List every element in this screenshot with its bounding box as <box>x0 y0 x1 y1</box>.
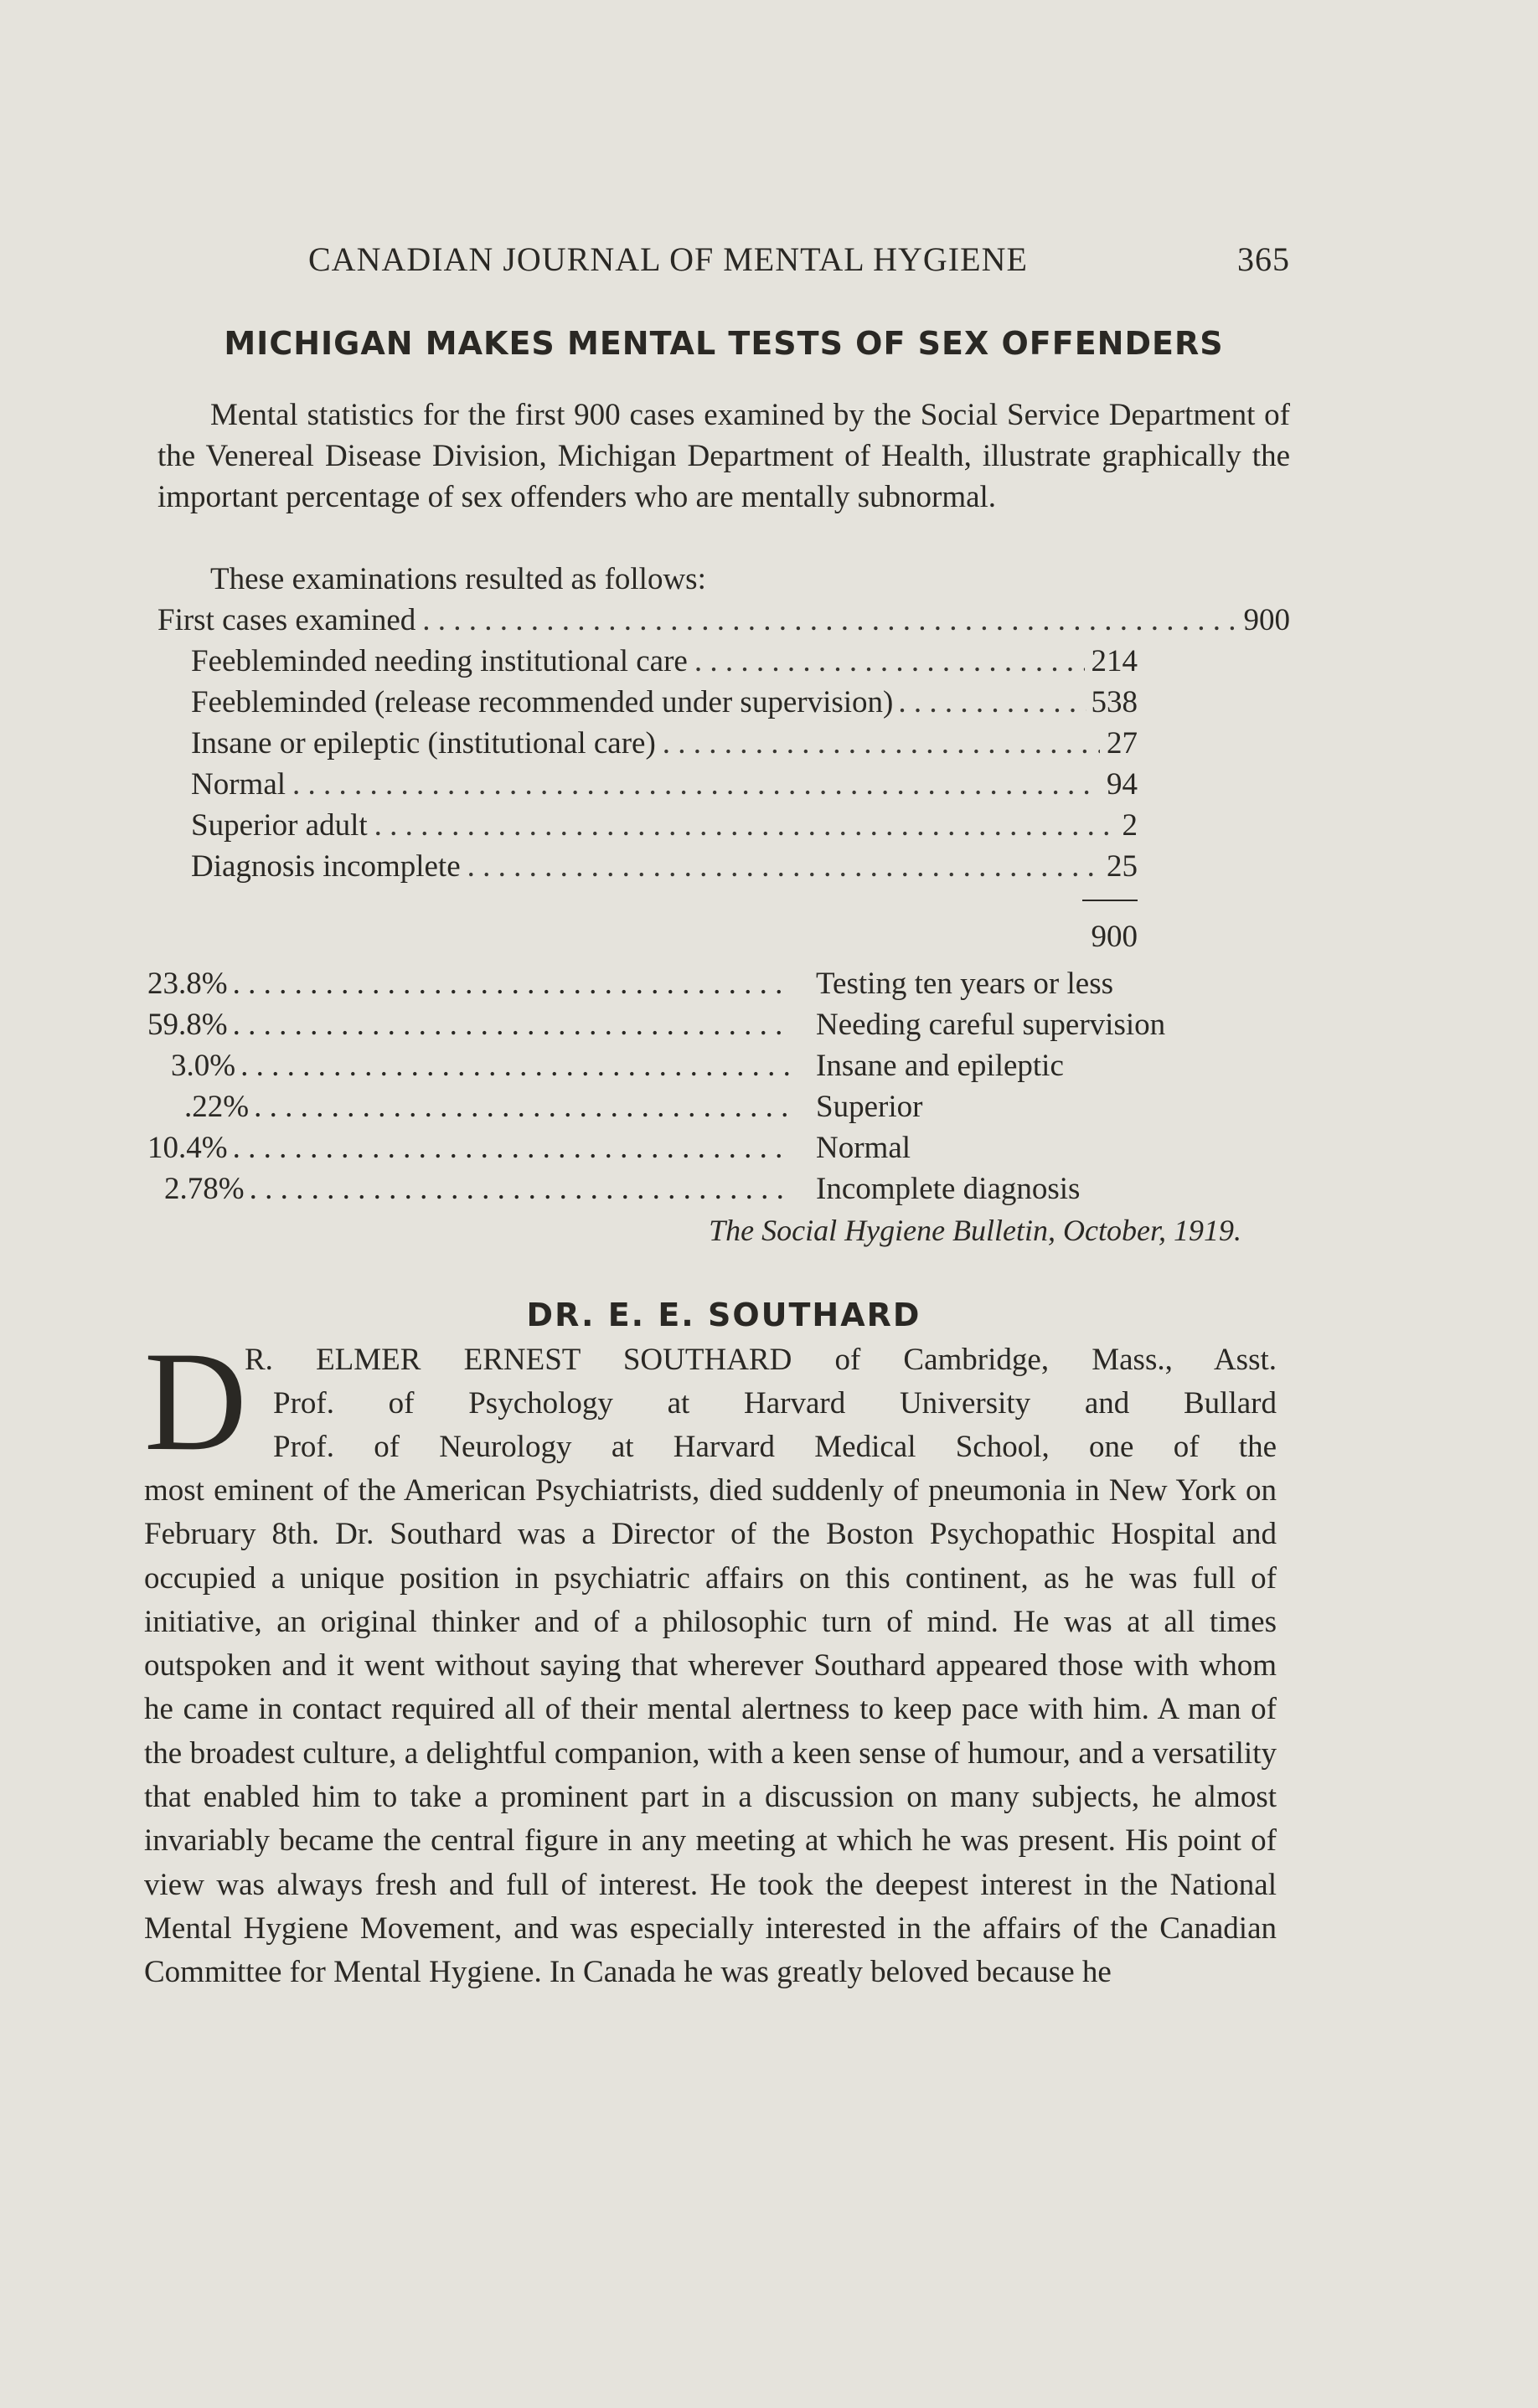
result-label: Superior adult <box>191 808 368 843</box>
first-cases-value: 900 <box>1243 603 1290 637</box>
percentage-row <box>147 1086 1236 1127</box>
result-row <box>191 846 1138 887</box>
result-row <box>191 723 1138 764</box>
dot-leader <box>240 1045 792 1086</box>
percentage-value: .22% <box>184 1090 250 1124</box>
result-value: 27 <box>1107 726 1138 761</box>
drop-cap: D <box>144 1323 247 1480</box>
source-citation: The Social Hygiene Bulletin, October, 1919. <box>709 1214 1241 1247</box>
journal-title: CANADIAN JOURNAL OF MENTAL HYGIENE <box>308 240 1028 278</box>
percentage-row <box>147 1127 1236 1168</box>
percentage-label: Testing ten years or less <box>816 967 1113 1001</box>
result-row <box>191 682 1138 723</box>
percentage-label: Insane and epileptic <box>816 1049 1064 1083</box>
percentage-label: Incomplete diagnosis <box>816 1172 1081 1206</box>
dot-leader <box>467 846 1100 887</box>
dot-leader <box>292 764 1100 805</box>
result-label: Insane or epileptic (institutional care) <box>191 726 656 761</box>
result-value: 2 <box>1122 808 1138 843</box>
sum-rule <box>1082 900 1138 901</box>
result-label: Feebleminded needing institutional care <box>191 644 688 678</box>
first-cases-row <box>157 600 1290 641</box>
result-row <box>191 805 1138 846</box>
dot-leader <box>254 1086 792 1127</box>
percentage-row <box>147 1004 1236 1045</box>
result-label: Feebleminded (release recommended under supervision) <box>191 685 894 719</box>
dot-leader <box>233 963 792 1004</box>
dot-leader <box>233 1127 792 1168</box>
result-value: 25 <box>1107 849 1138 884</box>
article-title: MICHIGAN MAKES MENTAL TESTS OF SEX OFFENDERS <box>224 325 1224 362</box>
percentage-label: Superior <box>816 1090 923 1124</box>
percentage-value: 59.8% <box>147 1008 228 1042</box>
percentage-value: 10.4% <box>147 1131 228 1165</box>
percentage-label: Needing careful supervision <box>816 1008 1166 1042</box>
page-number: 365 <box>1237 240 1290 278</box>
percentage-value: 3.0% <box>171 1049 236 1083</box>
percentage-cell <box>171 1045 792 1086</box>
result-value: 214 <box>1091 644 1138 678</box>
obituary-body: most eminent of the American Psychiatrists, died suddenly of pneumonia in New York on February 8th. Dr. Southard was a Director of the Boston Psychopathic Hospital and occupied a unique position in psychiatric affairs on this continent, as he was full of initiative, an original thinker and of a philosophic turn of mind. He was at all times outspoken and it went without saying that wherever Southard appeared those with whom he came in contact required all of their mental alertness to keep pace with him. A man of the broadest culture, a delightful companion, with a keen sense of humour, and a versatility that enabled him to take a prominent part in a discussion on many subjects, he almost invariably became the central figure in any meeting at which he was present. His point of view was always fresh and full of interest. He took the deepest interest in the National Mental Hygiene Movement, and was especially interested in the affairs of the Canadian Committee for Mental Hygiene. In Canada he was greatly beloved because he <box>144 1473 1277 1990</box>
dot-leader <box>250 1168 792 1209</box>
obituary-title: DR. E. E. SOUTHARD <box>526 1297 921 1333</box>
result-value: 94 <box>1107 767 1138 802</box>
percentage-row <box>147 1168 1236 1209</box>
percentage-cell <box>147 1004 792 1045</box>
results-total: 900 <box>1091 920 1138 954</box>
result-row <box>191 764 1138 805</box>
percentage-row <box>147 963 1236 1004</box>
result-row <box>191 641 1138 682</box>
result-label: Normal <box>191 767 286 802</box>
obituary-line: Prof. of Psychology at Harvard University and Bullard <box>273 1386 1277 1421</box>
first-cases-label: First cases examined <box>157 603 416 637</box>
result-value: 538 <box>1091 685 1138 719</box>
dot-leader <box>422 600 1236 641</box>
percentage-row <box>147 1045 1236 1086</box>
dot-leader <box>374 805 1116 846</box>
percentage-value: 2.78% <box>164 1172 245 1206</box>
percentage-cell <box>147 963 792 1004</box>
result-label: Diagnosis incomplete <box>191 849 461 884</box>
percentage-cell <box>164 1168 792 1209</box>
obituary-line: Prof. of Neurology at Harvard Medical School, one of the <box>273 1430 1277 1464</box>
percentage-cell <box>184 1086 792 1127</box>
obituary-line: R. ELMER ERNEST SOUTHARD of Cambridge, Mass., Asst. <box>245 1343 1277 1377</box>
article-lead: These examinations resulted as follows: <box>210 562 706 596</box>
dot-leader <box>898 682 1086 723</box>
percentage-value: 23.8% <box>147 967 228 1001</box>
dot-leader <box>694 641 1085 682</box>
dot-leader <box>233 1004 792 1045</box>
percentage-label: Normal <box>816 1131 911 1165</box>
article-intro: Mental statistics for the first 900 cases examined by the Social Service Department of the Venereal Disease Division, Michigan Department of Health, illustrate graphically the important percentage of sex offenders who are mentally subnormal. <box>157 398 1290 514</box>
percentage-cell <box>147 1127 792 1168</box>
dot-leader <box>663 723 1100 764</box>
